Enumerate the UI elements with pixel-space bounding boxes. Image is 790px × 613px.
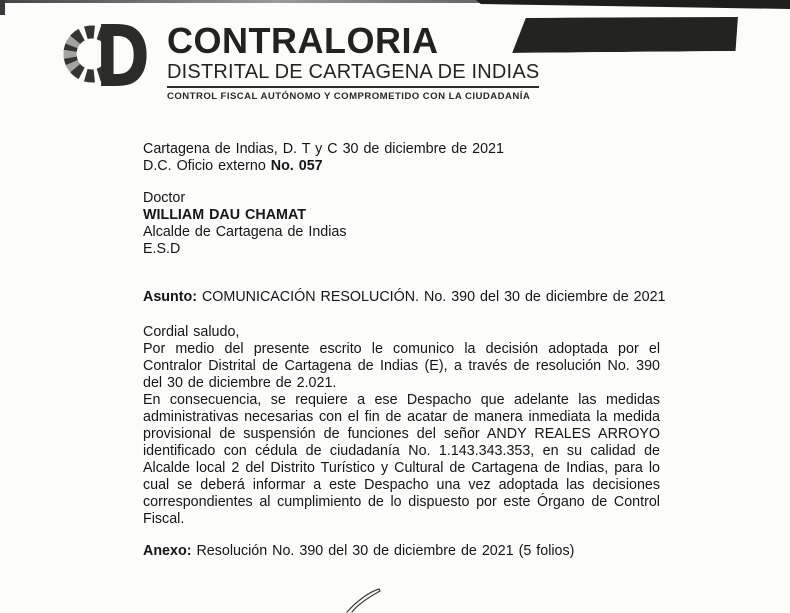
annex-line — [143, 543, 660, 560]
signature-stroke — [344, 588, 388, 613]
recipient-name: WILLIAM DAU CHAMAT — [143, 207, 306, 223]
subject-text: COMUNICACIÓN RESOLUCIÓN. No. 390 del 30 de diciembre de 2021 — [197, 289, 666, 305]
oficio-prefix: D.C. Oficio externo — [143, 158, 271, 174]
recipient-block — [143, 190, 660, 258]
recipient-salutation: Doctor — [143, 190, 186, 206]
greeting-line: Cordial saludo, — [143, 324, 240, 340]
org-text-block — [167, 16, 539, 102]
org-name: CONTRALORIA — [167, 20, 439, 61]
oficio-number: No. 057 — [270, 158, 323, 174]
recipient-esd: E.S.D — [143, 241, 181, 257]
letterhead — [62, 16, 539, 102]
body-paragraph-1: Por medio del presente escrito le comunico la decisión adoptada por el Contralor Distrital de Cartagena de Indias (E), a través de resolución No. 390 del 30 de diciembre de 2.021. — [143, 341, 660, 391]
body-paragraph-2: En consecuencia, se requiere a ese Despacho que adelante las medidas administrativas necesarias con el fin de acatar de manera inmediata la medida provisional de suspensión de funciones del señor ANDY REALES ARROYO identificado con cédula de ciudadanía No. 1.143.343.353, en su calidad de Alcalde local 2 del Distrito Turístico y Cultural de Cartagena de Indias, para lo cual se deberá informar a este Despacho una vez adoptada las decisiones correspondientes al cumplimiento de lo dispuesto por este Órgano de Control Fiscal. — [143, 392, 660, 527]
logo-letter-d: D — [95, 16, 151, 91]
redaction-bar — [512, 16, 739, 53]
annex-label: Anexo: — [143, 543, 192, 559]
cd-monogram-icon — [62, 16, 157, 91]
scan-artifact-left-corner — [0, 0, 5, 15]
org-tagline: CONTROL FISCAL AUTÓNOMO Y COMPROMETIDO CON LA CIUDADANÍA — [167, 91, 531, 102]
contraloria-logo-icon — [62, 16, 157, 91]
oficio-line — [143, 158, 660, 175]
subject-line — [143, 289, 666, 306]
scan-artifact-top-right-bar — [476, 0, 790, 9]
date-line: Cartagena de Indias, D. T y C 30 de diciembre de 2021 — [143, 141, 504, 157]
subject-label: Asunto: — [143, 289, 197, 305]
annex-text: Resolución No. 390 del 30 de diciembre de 2021 (5 folios) — [191, 543, 575, 559]
letter-body — [143, 141, 666, 560]
org-subtitle: DISTRITAL DE CARTAGENA DE INDIAS — [167, 62, 539, 88]
recipient-title: Alcalde de Cartagena de Indias — [143, 224, 347, 240]
